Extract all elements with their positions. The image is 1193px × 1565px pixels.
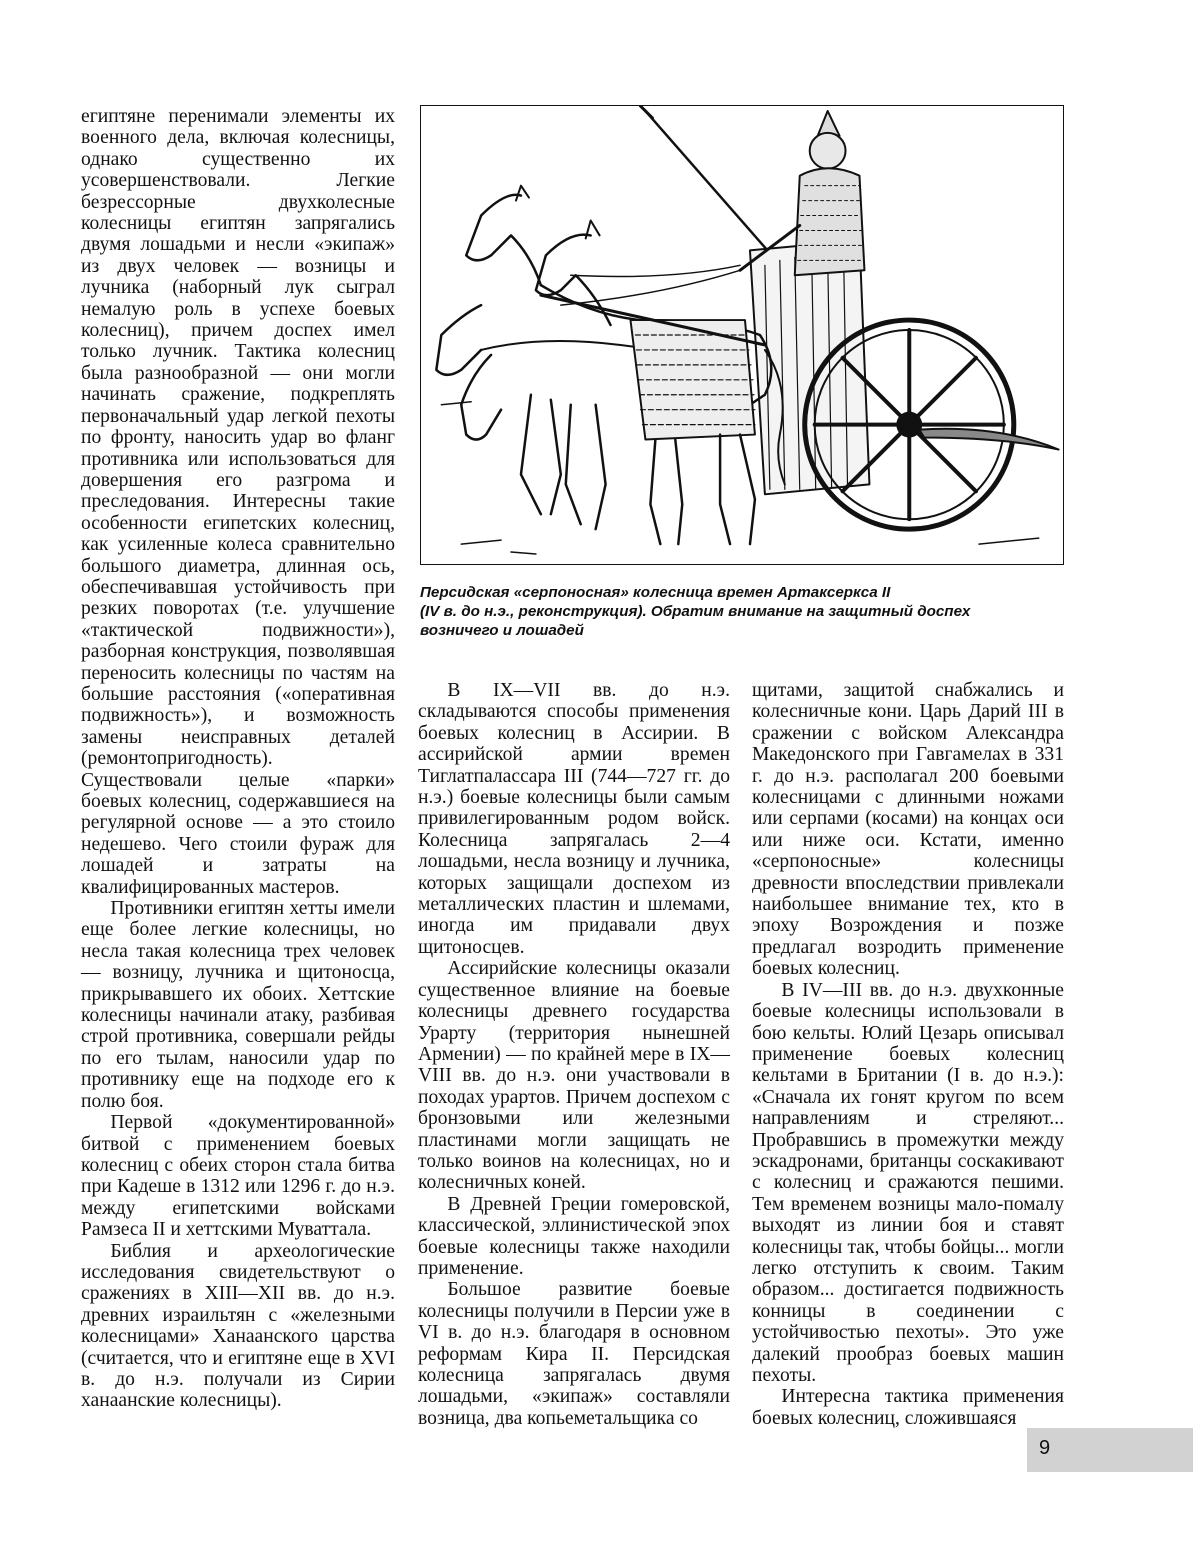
paragraph: Первой «документированной» битвой с применением боевых колесниц с обеих сторон стала битва при Кадеше в 1312 или 1296 г. до н.э. между египетскими войсками Рамзеса II и хеттскими Муваттала.: [81, 1112, 395, 1241]
paragraph: Большое развитие боевые колесницы получили в Персии уже в VI в. до н.э. благодаря в основном реформам Кира II. Персидская колесница запрягалась двумя лошадьми, «экипаж» составляли возница, два копьеметальщика со: [418, 1279, 730, 1429]
paragraph: В Древней Греции гомеровской, классической, эллинистической эпох боевые колесницы также находили применение.: [418, 1193, 730, 1279]
caption-line: возничего и лошадей: [420, 622, 584, 639]
paragraph: египтяне перенимали элементы их военного дела, включая колесницы, однако существенно их усовершенствовали. Легкие безрессорные двухколесные колесницы египтян запрягались двумя лошадьми и несли «экипаж» из двух человек — возницы и лучника (наборный лук сыграл немалую роль в успехе боевых колесниц), причем доспех имел только лучник. Тактика колесниц была разнообразной — они могли начинать сражение, подкреплять первоначальный удар легкой пехоты по фронту, наносить удар во фланг противника или использоваться для довершения его разгрома и преследования. Интересны такие особенности египетских колесниц, как усиленные колеса сравнительно большого диаметра, длинная ось, обеспечивавшая устойчивость при резких поворотах (т.е. улучшение «тактической подвижности»), разборная конструкция, позволявшая переносить колесницы по частям на большие расстояния («оперативная подвижность»), и возможность замены неисправных деталей (ремонтопригодность). Существовали целые «парки» боевых колесниц, содержавшиеся на регулярной основе — а это стоило недешево. Чего стоили фураж для лошадей и затраты на квалифицированных мастеров.: [81, 106, 395, 898]
paragraph: Ассирийские колесницы оказали существенное влияние на боевые колесницы древнего государства Урарту (территория нынешней Армении) — по крайней мере в IX—VIII вв. до н.э. они участвовали в походах урартов. Причем доспехом с бронзовыми или железными пластинами могли защищать не только воинов на колесницах, но и колесничных коней.: [418, 958, 730, 1194]
text-column-1: [81, 106, 395, 1412]
paragraph: щитами, защитой снабжались и колесничные кони. Царь Дарий III в сражении с войском Александра Македонского при Гавгамелах в 331 г. до н.э. располагал 200 боевыми колесницами с длинными ножами или серпами (косами) на концах оси или ниже оси. Кстати, именно «серпоносные» колесницы древности впоследствии привлекали наибольшее внимание тех, кто в эпоху Возрождения и позже предлагал возродить применение боевых колесниц.: [752, 680, 1064, 980]
text-column-2: [418, 680, 730, 1429]
paragraph: В IX—VII вв. до н.э. складываются способы применения боевых колесниц в Ассирии. В ассирийской армии времен Тиглатпаласcара III (744—727 гг. до н.э.) боевые колесницы были самым привилегированным родом войск. Колесница запрягалась 2—4 лошадьми, несла возницу и лучника, которых защищали доспехом из металлических пластин и шлемами, иногда им придавали двух щитоносцев.: [418, 680, 730, 958]
figure-caption: [420, 583, 1080, 640]
caption-line: Персидская «серпоносная» колесница времен Артаксеркса II: [420, 584, 891, 601]
caption-line: (IV в. до н.э., реконструкция). Обратим внимание на защитный доспех: [420, 603, 971, 620]
paragraph: Интересна тактика применения боевых колесниц, сложившаяся: [752, 1386, 1064, 1429]
paragraph: Противники египтян хетты имели еще более легкие колесницы, но несла такая колесница трех человек — возницу, лучника и щитоносца, прикрывавшего их обоих. Хеттские колесницы начинали атаку, разбивая строй противника, совершали рейды по его тылам, наносили удар по противнику еще на подходе его к полю боя.: [81, 898, 395, 1112]
paragraph: Библия и археологические исследования свидетельствуют о сражениях в XIII—XII вв. до н.э. древних израильтян с «железными колесницами» Ханаанского царства (считается, что и египтяне еще в XVI в. до н.э. получали из Сирии ханаанские колесницы).: [81, 1240, 395, 1412]
chariot-illustration: [420, 105, 1064, 565]
page-number: 9: [1027, 1428, 1193, 1472]
text-column-3: [752, 680, 1064, 1429]
paragraph: В IV—III вв. до н.э. двухконные боевые колесницы использовали в бою кельты. Юлий Цезарь описывал применение боевых колесниц кельтами в Британии (I в. до н.э.): «Сначала их гонят кругом по всем направлениям и стреляют... Пробравшись в промежутки между эскадронами, британцы соскакивают с колесниц и сражаются пешими. Тем временем возницы мало-помалу выходят из линии боя и ставят колесницы так, чтобы бойцы... могли легко отступить к своим. Таким образом... достигается подвижность конницы в соединении с устойчивостью пехоты». Это уже далекий прообраз боевых машин пехоты.: [752, 979, 1064, 1386]
